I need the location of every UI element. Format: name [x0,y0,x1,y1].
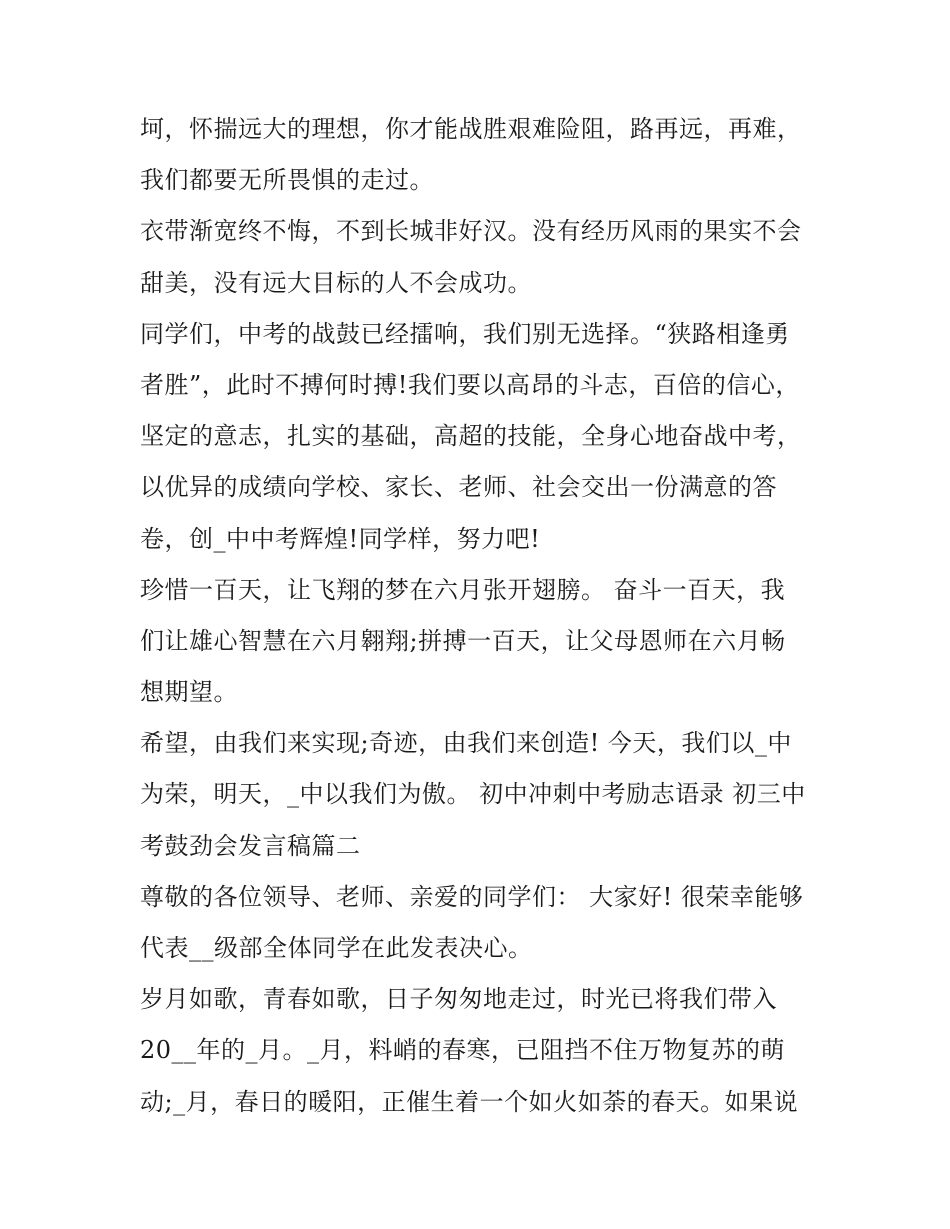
text-line: 20__年的_月。_月，料峭的春寒，已阻挡不住万物复苏的萌 [140,1036,786,1065]
text-line: 希望，由我们来实现;奇迹，由我们来创造! 今天，我们以_中 [140,729,792,758]
text-line: 同学们，中考的战鼓已经擂响，我们别无选择。“狭路相逢勇 [140,319,790,348]
text-line: 为荣，明天，_中以我们为傲。 初中冲刺中考励志语录 初三中 [140,780,806,809]
text-line: 代表__级部全体同学在此发表决心。 [140,934,533,962]
text-line: 动;_月，春日的暖阳，正催生着一个如火如荼的春天。如果说 [140,1087,799,1116]
text-line: 甜美，没有远大目标的人不会成功。 [140,268,532,297]
text-line: 以优异的成绩向学校、家长、老师、社会交出一份满意的答 [140,473,777,502]
text-line: 珍惜一百天，让飞翔的梦在六月张开翅膀。 奋斗一百天，我 [140,575,786,604]
text-line: 者胜”，此时不搏何时搏!我们要以高昂的斗志，百倍的信心， [140,370,800,399]
document-body [140,104,820,1128]
text-line: 尊敬的各位领导、老师、亲爱的同学们： 大家好! 很荣幸能够 [140,882,804,911]
text-line: 坚定的意志，扎实的基础，高超的技能，全身心地奋战中考， [140,422,802,451]
text-line: 岁月如歌，青春如歌，日子匆匆地走过，时光已将我们带入 [140,985,777,1014]
text-line: 考鼓劲会发言稿篇二 [140,831,361,860]
text-line: 衣带渐宽终不悔，不到长城非好汉。没有经历风雨的果实不会 [140,217,802,246]
text-line: 坷，怀揣远大的理想，你才能战胜艰难险阻，路再远，再难， [140,115,802,143]
text-line: 我们都要无所畏惧的走过。 [140,166,434,195]
text-line: 卷，创_中中考辉煌!同学样，努力吧! [140,524,541,553]
text-line: 们让雄心智慧在六月翱翔;拼搏一百天，让父母恩师在六月畅 [140,626,786,655]
text-line: 想期望。 [140,678,238,707]
